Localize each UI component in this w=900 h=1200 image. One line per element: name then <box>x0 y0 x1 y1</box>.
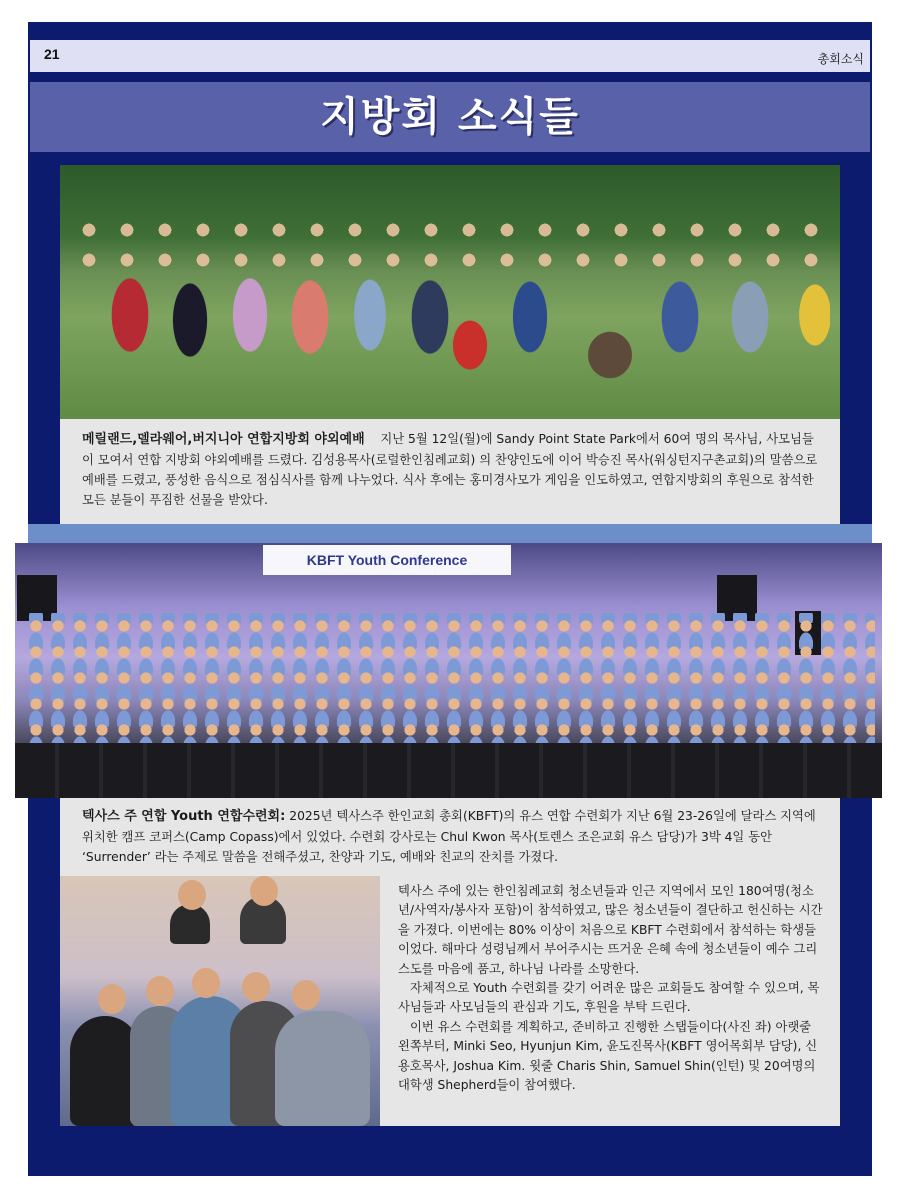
article-3-paragraph-2: 자체적으로 Youth 수련회를 갖기 어려운 많은 교회들도 참여할 수 있으며, 목사님들과 사모님들의 관심과 기도, 후원을 부탁 드린다. <box>398 981 820 1015</box>
article-1-body: 지난 5월 12일(월)에 Sandy Point State Park에서 60여 명의 목사님, 사모님들이 모여서 연합 지방회 야외예배를 드렸다. 김성용목사(로럴한인침례교회) 의 찬양인도에 이어 박승진 목사(워싱턴지구촌교회)의 말씀으로 예배를 드렸고, 풍성한 음식으로 점심식사를 함께 나누었다. 식사 후에는 홍미경사모가 게임을 인도하였고, 연합지방회의 후원으로 참석한 모든 분들이 푸짐한 선물을 받았다. <box>82 432 818 507</box>
article-1 <box>60 419 840 524</box>
head-1 <box>98 984 126 1014</box>
head-7 <box>250 876 278 906</box>
page-title: 지방회 소식들 <box>320 94 580 140</box>
photo-attendees <box>25 613 875 743</box>
conference-banner: KBFT Youth Conference <box>263 545 511 575</box>
staff-photo <box>60 876 380 1126</box>
head-6 <box>178 880 206 910</box>
header-bar <box>30 40 870 72</box>
article-2-body: 2025년 텍사스주 한인교회 총회(KBFT)의 유스 연합 수련회가 지난 6월 23-26일에 달라스 지역에 위치한 캠프 코퍼스(Camp Copass)에서 있었다. 수련회 강사로는 Chul Kwon 목사(토렌스 조은교회 유스 담당)가 3박 4일 동안 ‘Surrender’ 라는 주제로 말씀을 전해주셨고, 찬양과 기도, 예배와 친교의 잔치를 가졌다. <box>82 809 816 864</box>
article-3-paragraph-1: 텍사스 주에 있는 한인침례교회 청소년들과 인근 지역에서 모인 180여명(청소년/사역자/봉사자 포함)이 참석하였고, 많은 청소년들이 결단하고 헌신하는 시간을 가졌다. 이번에는 80% 이상이 처음으로 KBFT 수련회에서 참석하는 학생들이었다. 해마다 성령님께서 부어주시는 뜨거운 은혜 속에 청소년들이 예수 그리스도를 마음에 품고, 하나님 나라를 소망한다. <box>398 884 823 976</box>
head-2 <box>146 976 174 1006</box>
divider-band <box>28 524 872 544</box>
section-label: 총회소식 <box>817 52 864 66</box>
article-3-paragraph-3: 이번 유스 수련회를 계획하고, 준비하고 진행한 스탭들이다(사진 좌) 아랫줄 왼쪽부터, Minki Seo, Hyunjun Kim, 윤도진목사(KBFT 영어목회부 담당), 신용호목사, Joshua Kim. 윗줄 Charis Shin, Samuel Shin(인턴) 및 20여명의 대학생 Shepherd들이 참여했다. <box>398 1019 818 1093</box>
photo-seats <box>15 743 882 798</box>
youth-conference-photo <box>15 543 882 798</box>
person-5 <box>275 1011 370 1126</box>
article-1-lead: 메릴랜드,델라웨어,버지니아 연합지방회 야외예배 <box>82 432 365 447</box>
head-4 <box>242 972 270 1002</box>
head-5 <box>292 980 320 1010</box>
head-3 <box>192 968 220 998</box>
article-2 <box>60 798 840 876</box>
article-1-spacer <box>369 432 377 446</box>
page-number: 21 <box>44 46 60 62</box>
article-2-lead: 텍사스 주 연합 Youth 연합수련회: <box>82 809 286 824</box>
title-band <box>30 82 870 152</box>
group-photo-outdoor <box>60 165 840 419</box>
article-3 <box>380 876 840 1126</box>
person-top-left <box>170 904 210 944</box>
photo-faces <box>70 215 830 275</box>
